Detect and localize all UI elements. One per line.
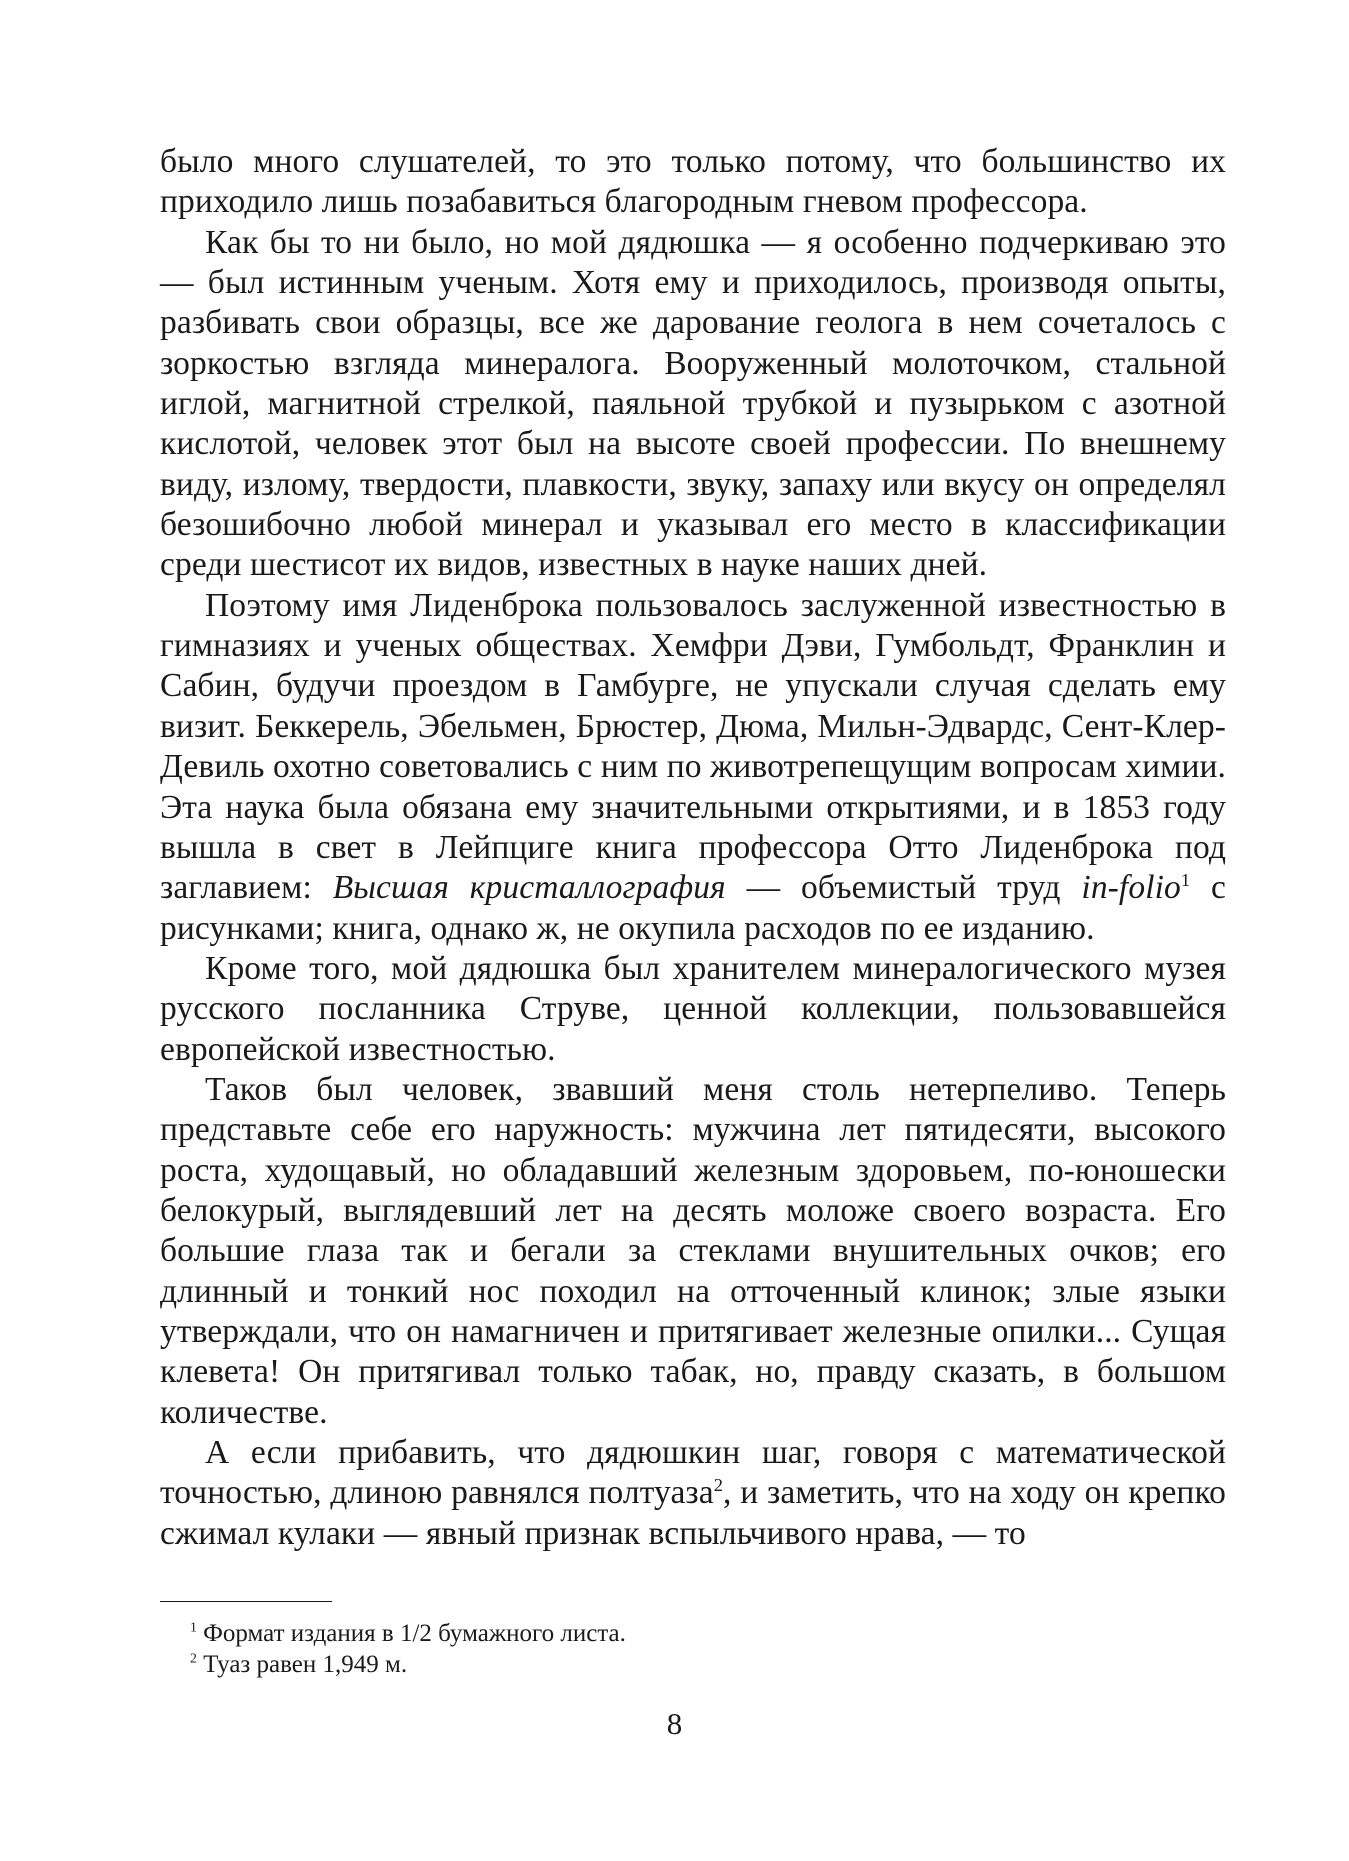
text-run: — объемистый труд (725, 869, 1082, 907)
footnote (160, 1649, 1226, 1680)
footnotes (160, 1618, 1226, 1680)
footnote-divider (160, 1601, 332, 1602)
paragraph (160, 949, 1226, 1070)
text-run: Кроме того, мой дядюшка был хранителем минералогического музея русского посланника Струве, ценной коллекции, пользовавшейся европейской известностью. (160, 949, 1226, 1068)
paragraph (160, 1070, 1226, 1433)
italic-text: in-folio (1081, 869, 1181, 907)
text-run: Поэтому имя Лиденброка пользовалось заслуженной известностью в гимназиях и ученых обществах. Хемфри Дэви, Гумбольдт, Франклин и Сабин, будучи проездом в Гамбурге, не упускали случая сделать ему визит. Беккерель, Эбельмен, Брюстер, Дюма, Мильн-Эдвардс, Сент-Клер-Девиль охотно советовались с ним по животрепещущим вопросам химии. Эта наука была обязана ему значительными открытиями, и в 1853 году вышла в свет в Лейпциге книга профессора Отто Лиденброка под заглавием: (160, 586, 1226, 907)
page-number: 8 (666, 1706, 683, 1741)
footnote-marker: 2 (713, 1475, 724, 1496)
text-run: Таков был человек, звавший меня столь нетерпеливо. Теперь представьте себе его наружность: мужчина лет пятидесяти, высокого роста, худощавый, но обладавший железным здоровьем, по-юношески белокурый, выглядевший лет на десять моложе своего возраста. Его большие глаза так и бегали за стеклами внушительных очков; его длинный и тонкий нос походил на отточенный клинок; злые языки утверждали, что он намагничен и притягивает железные опилки... Сущая клевета! Он притягивал только табак, но, правду сказать, в большом количестве. (160, 1070, 1226, 1431)
footnote-number: 2 (190, 1650, 197, 1666)
footnote-number: 1 (190, 1619, 197, 1635)
text-run: было много слушателей, то это только потому, что большинство их приходило лишь позабавиться благородным гневом профессора. (160, 143, 1226, 221)
footnote (160, 1618, 1226, 1649)
body-text (160, 142, 1226, 1554)
footnote-text: Формат издания в 1/2 бумажного листа. (203, 1620, 626, 1647)
paragraph (160, 223, 1226, 586)
text-run: А если прибавить, что дядюшкин шаг, говоря с математической точностью, длиною равнялся полтуаза (160, 1434, 1226, 1512)
italic-text: Высшая кристаллография (332, 869, 726, 907)
paragraph (160, 142, 1226, 223)
text-run: Как бы то ни было, но мой дядюшка — я особенно подчеркиваю это — был истинным ученым. Хотя ему и приходилось, производя опыты, разбивать свои образцы, все же дарование геолога в нем сочеталось с зоркостью взгляда минералога. Вооруженный молоточком, стальной иглой, магнитной стрелкой, паяльной трубкой и пузырьком с азотной кислотой, человек этот был на высоте своей профессии. По внешнему виду, излому, твердости, плавкости, звуку, запаху или вкусу он определял безошибочно любой минерал и указывал его место в классификации среди шестисот их видов, известных в науке наших дней. (160, 223, 1226, 584)
footnote-text: Туаз равен 1,949 м. (203, 1651, 408, 1678)
paragraph (160, 586, 1226, 949)
paragraph (160, 1433, 1226, 1554)
text-run: , и заметить, что на ходу он крепко сжимал кулаки — явный признак вспыльчивого нрава, — то (160, 1474, 1226, 1552)
text-run: с рисунками; книга, однако ж, не окупила расходов по ее изданию. (160, 869, 1226, 947)
footnote-marker: 1 (1180, 870, 1191, 891)
